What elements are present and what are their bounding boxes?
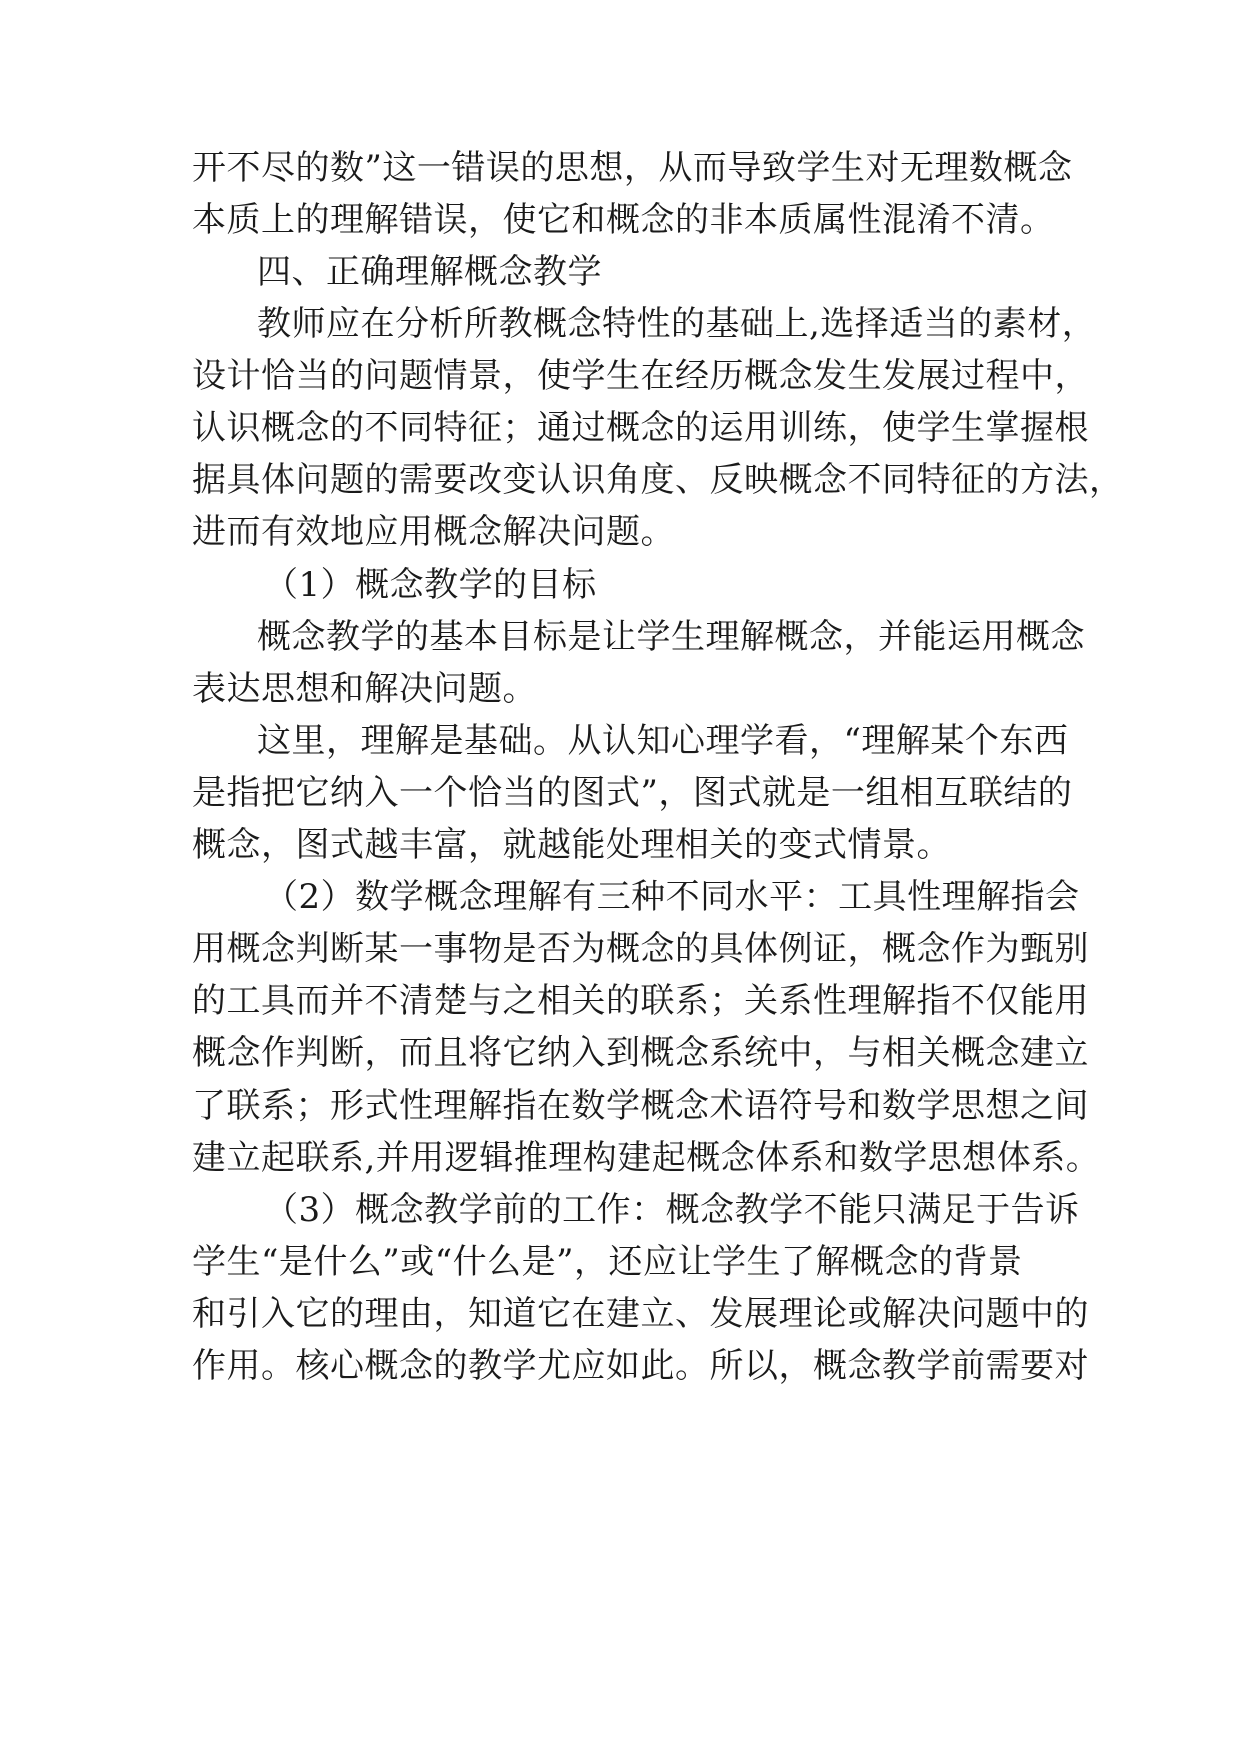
text-line: 概念作判断，而且将它纳入到概念系统中，与相关概念建立 — [192, 1033, 1089, 1073]
text-line: 学生“是什么”或“什么是”，还应让学生了解概念的背景 — [192, 1242, 1023, 1282]
text-line: 是指把它纳入一个恰当的图式”，图式就是一组相互联结的 — [192, 773, 1073, 813]
paragraph-start: 教师应在分析所教概念特性的基础上,选择适当的素材， — [257, 304, 1097, 344]
text-line: 开不尽的数”这一错误的思想，从而导致学生对无理数概念 — [192, 148, 1073, 188]
paragraph-start: （3）概念教学前的工作：概念教学不能只满足于告诉 — [264, 1190, 1080, 1230]
paragraph-start: （2）数学概念理解有三种不同水平：工具性理解指会 — [264, 877, 1080, 917]
text-line: 建立起联系,并用逻辑推理构建起概念体系和数学思想体系。 — [192, 1138, 1101, 1178]
text-line: 的工具而并不清楚与之相关的联系；关系性理解指不仅能用 — [192, 981, 1089, 1021]
subsection-heading: （1）概念教学的目标 — [264, 565, 597, 605]
text-line: 作用。核心概念的教学尤应如此。所以，概念教学前需要对 — [192, 1346, 1089, 1386]
text-line: 认识概念的不同特征；通过概念的运用训练，使学生掌握根 — [192, 408, 1089, 448]
text-line: 据具体问题的需要改变认识角度、反映概念不同特征的方法， — [192, 460, 1124, 500]
paragraph-start: 概念教学的基本目标是让学生理解概念，并能运用概念 — [257, 617, 1085, 657]
text-line: 了联系；形式性理解指在数学概念术语符号和数学思想之间 — [192, 1086, 1089, 1126]
section-heading: 四、正确理解概念教学 — [257, 252, 602, 292]
text-line: 本质上的理解错误，使它和概念的非本质属性混淆不清。 — [192, 200, 1055, 240]
text-line: 表达思想和解决问题。 — [192, 669, 537, 709]
text-line: 进而有效地应用概念解决问题。 — [192, 512, 675, 552]
paragraph-start: 这里，理解是基础。从认知心理学看，“理解某个东西 — [257, 721, 1069, 761]
text-line: 概念，图式越丰富，就越能处理相关的变式情景。 — [192, 825, 951, 865]
text-line: 和引入它的理由，知道它在建立、发展理论或解决问题中的 — [192, 1294, 1089, 1334]
text-line: 用概念判断某一事物是否为概念的具体例证，概念作为甄别 — [192, 929, 1089, 969]
text-line: 设计恰当的问题情景，使学生在经历概念发生发展过程中， — [192, 356, 1089, 396]
